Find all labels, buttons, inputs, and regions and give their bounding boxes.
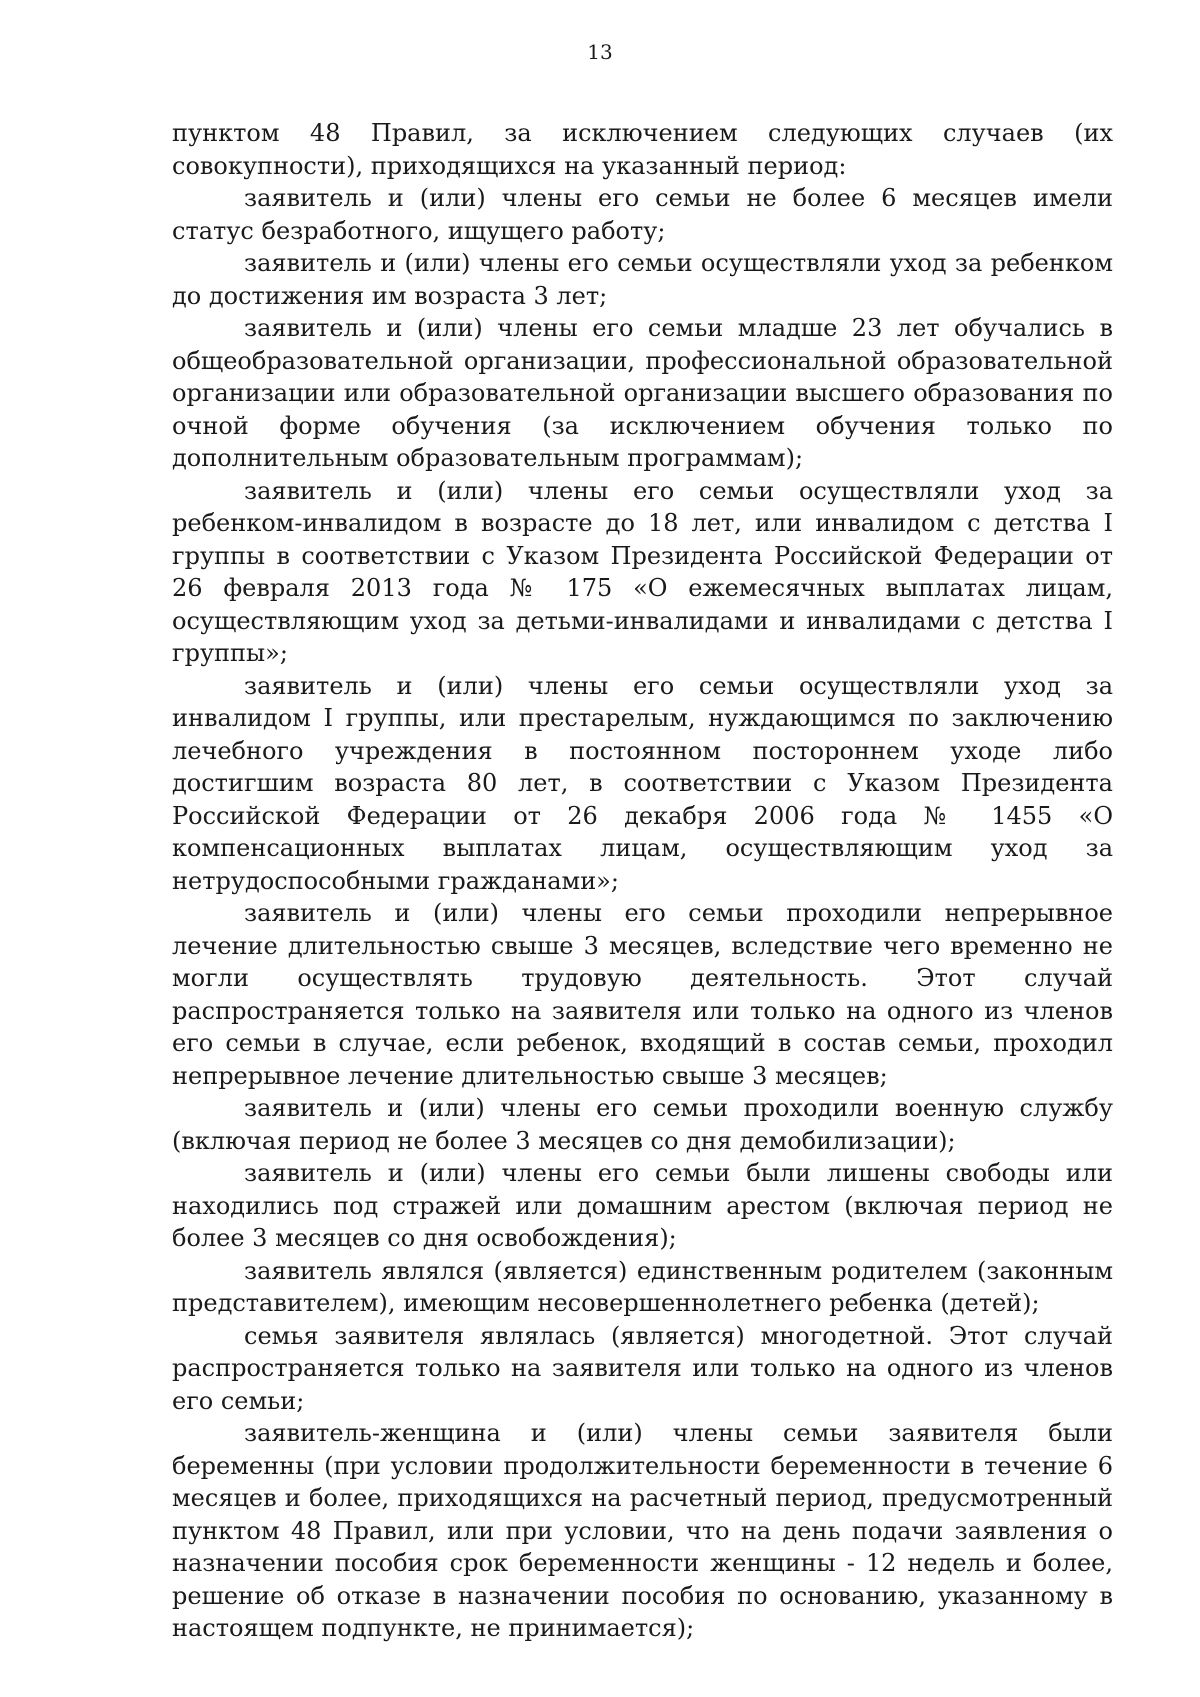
paragraph-detention: заявитель и (или) члены его семьи были лишены свободы или находились под стражей или домашним арестом (включая период не более 3 месяцев со дня освобождения); xyxy=(172,1159,1113,1252)
paragraph-pregnancy: заявитель-женщина и (или) члены семьи заявителя были беременны (при условии продолжительности беременности в течение 6 месяцев и более, приходящихся на расчетный период, предусмотренный пунктом 48 Правил, или при условии, что на день подачи заявления о назначении пособия срок беременности женщины - 12 недель и более, решение об отказе в назначении пособия по основанию, указанному в настоящем подпункте, не принимается); xyxy=(172,1419,1113,1642)
paragraph-childcare: заявитель и (или) члены его семьи осуществляли уход за ребенком до достижения им возраста 3 лет; xyxy=(172,249,1113,310)
paragraph-intro: пунктом 48 Правил, за исключением следующих случаев (их совокупности), приходящихся на указанный период: xyxy=(172,119,1113,180)
paragraph-education: заявитель и (или) члены его семьи младше 23 лет обучались в общеобразовательной организации, профессиональной образовательной организации или образовательной организации высшего образования по очной форме обучения (за исключением обучения только по дополнительным образовательным программам); xyxy=(172,314,1113,472)
document-body xyxy=(172,117,1113,1645)
paragraph-medical-treatment: заявитель и (или) члены его семьи проходили непрерывное лечение длительностью свыше 3 месяцев, вследствие чего временно не могли осуществлять трудовую деятельность. Этот случай распространяется только на заявителя или только на одного из членов его семьи в случае, если ребенок, входящий в состав семьи, проходил непрерывное лечение длительностью свыше 3 месяцев; xyxy=(172,899,1113,1090)
page-number: 13 xyxy=(587,40,613,64)
paragraph-unemployed: заявитель и (или) члены его семьи не более 6 месяцев имели статус безработного, ищущего работу; xyxy=(172,184,1113,245)
paragraph-disabled-adult-care: заявитель и (или) члены его семьи осуществляли уход за инвалидом I группы, или престарелым, нуждающимся по заключению лечебного учреждения в постоянном постороннем уходе либо достигшим возраста 80 лет, в соответствии с Указом Президента Российской Федерации от 26 декабря 2006 года № 1455 «О компенсационных выплатах лицам, осуществляющим уход за нетрудоспособными гражданами»; xyxy=(172,671,1113,895)
paragraph-disabled-child-care: заявитель и (или) члены его семьи осуществляли уход за ребенком-инвалидом в возрасте до 18 лет, или инвалидом с детства I группы в соответствии с Указом Президента Российской Федерации от 26 февраля 2013 года № 175 «О ежемесячных выплатах лицам, осуществляющим уход за детьми-инвалидами и инвалидами с детства I группы»; xyxy=(172,476,1113,667)
paragraph-large-family: семья заявителя являлась (является) многодетной. Этот случай распространяется только на заявителя или только на одного из членов его семьи; xyxy=(172,1321,1113,1415)
paragraph-single-parent: заявитель являлся (является) единственным родителем (законным представителем), имеющим несовершеннолетнего ребенка (детей); xyxy=(172,1256,1113,1317)
paragraph-military-service: заявитель и (или) члены его семьи проходили военную службу (включая период не более 3 месяцев со дня демобилизации); xyxy=(172,1094,1113,1155)
